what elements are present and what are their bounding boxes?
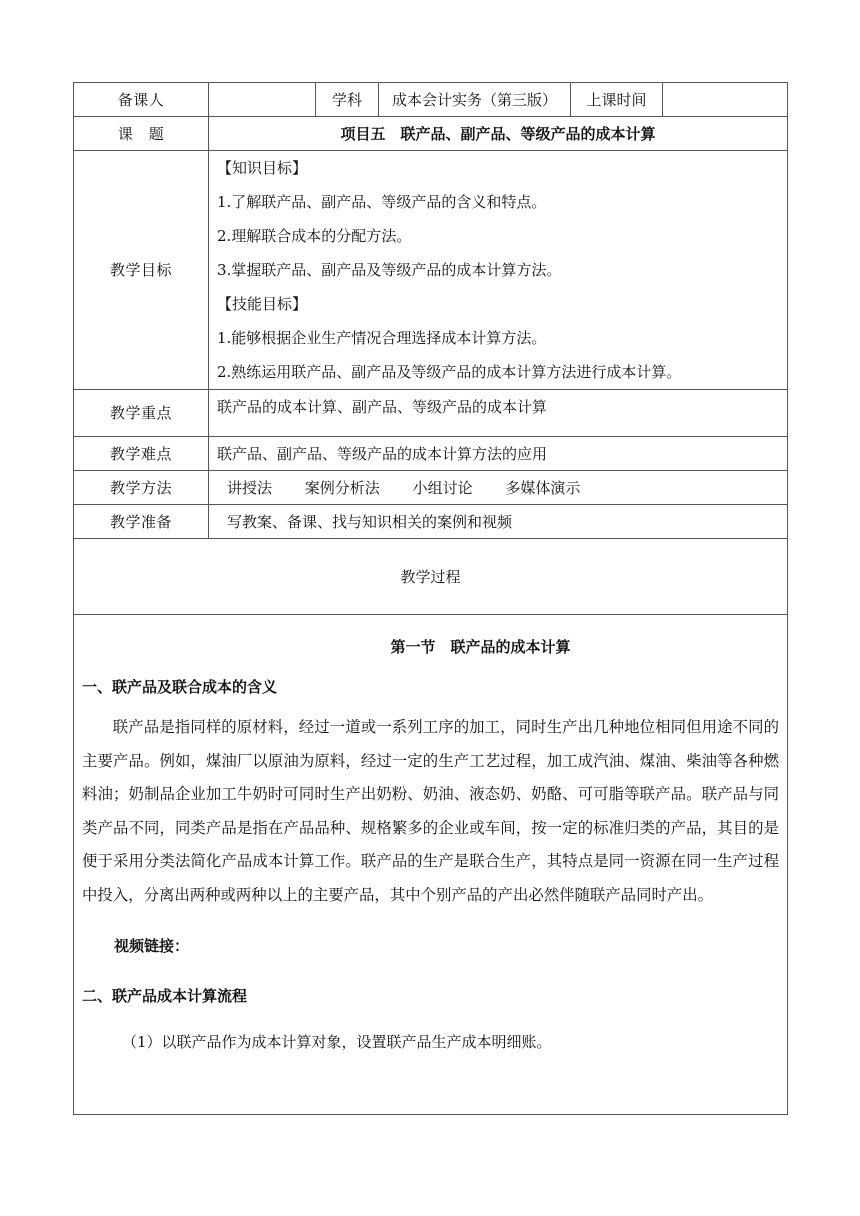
methods-label: 教学方法 (74, 471, 209, 505)
topic-row (74, 117, 788, 151)
subject-value: 成本会计实务（第三版） (379, 83, 571, 117)
objectives-content (209, 151, 788, 390)
difficulties-label: 教学难点 (74, 437, 209, 471)
objective-item: 2.理解联合成本的分配方法。 (217, 227, 412, 245)
paragraph-joint-products: 联产品是指同样的原材料，经过一道或一系列工序的加工，同时生产出几种地位相同但用途不同的主要产品。例如，煤油厂以原油为原料，经过一定的生产工艺过程，加工成汽油、煤油、柴油等各种燃料油；奶制品企业加工牛奶时可同时生产出奶粉、奶油、液态奶、奶酪、可可脂等联产品。联产品与同类产品不同，同类产品是指在产品品种、规格繁多的企业或车间，按一定的标准归类的产品，其目的是便于采用分类法简化产品成本计算工作。联产品的生产是联合生产，其特点是同一资源在同一生产过程中投入，分离出两种或两种以上的主要产品，其中个别产品的产出必然伴随联产品同时产出。 (82, 718, 779, 904)
topic-value: 项目五 联产品、副产品、等级产品的成本计算 (209, 117, 788, 151)
class-time-label: 上课时间 (571, 83, 663, 117)
lesson-plan-table (73, 82, 788, 1115)
methods-row (74, 471, 788, 505)
preparation-value: 写教案、备课、找与知识相关的案例和视频 (209, 505, 788, 539)
header-row (74, 83, 788, 117)
preparer-value (209, 83, 316, 117)
objective-item: 3.掌握联产品、副产品及等级产品的成本计算方法。 (217, 261, 562, 279)
heading-joint-products: 一、联产品及联合成本的含义 (82, 678, 278, 696)
heading-cost-process: 二、联产品成本计算流程 (82, 987, 248, 1005)
knowledge-goal-heading: 【知识目标】 (217, 159, 308, 177)
objective-item: 2.熟练运用联产品、副产品及等级产品的成本计算方法进行成本计算。 (217, 363, 682, 381)
objectives-row (74, 151, 788, 390)
process-step: （1）以联产品作为成本计算对象，设置联产品生产成本明细账。 (122, 1033, 552, 1051)
key-points-label: 教学重点 (74, 390, 209, 437)
content-row (74, 615, 788, 1115)
key-points-value: 联产品的成本计算、副产品、等级产品的成本计算 (209, 390, 788, 437)
video-link-label: 视频链接： (114, 937, 190, 955)
preparer-label: 备课人 (74, 83, 209, 117)
objective-item: 1.了解联产品、副产品、等级产品的含义和特点。 (217, 193, 547, 211)
method-item: 讲授法 (227, 478, 273, 497)
section-title: 第一节 联产品的成本计算 (390, 638, 571, 656)
methods-value (209, 471, 788, 505)
method-item: 小组讨论 (412, 478, 473, 497)
subject-label: 学科 (316, 83, 379, 117)
method-item: 案例分析法 (304, 478, 380, 497)
skill-goal-heading: 【技能目标】 (217, 295, 308, 313)
preparation-label: 教学准备 (74, 505, 209, 539)
process-row (74, 539, 788, 615)
preparation-row (74, 505, 788, 539)
class-time-value (663, 83, 788, 117)
lesson-plan-page (73, 82, 787, 1115)
method-item: 多媒体演示 (505, 478, 581, 497)
objective-item: 1.能够根据企业生产情况合理选择成本计算方法。 (217, 329, 547, 347)
process-heading: 教学过程 (74, 539, 788, 615)
objectives-label: 教学目标 (74, 151, 209, 390)
key-points-row (74, 390, 788, 437)
difficulties-value: 联产品、副产品、等级产品的成本计算方法的应用 (209, 437, 788, 471)
difficulties-row (74, 437, 788, 471)
topic-label: 课 题 (74, 117, 209, 151)
lesson-content (74, 615, 788, 1115)
